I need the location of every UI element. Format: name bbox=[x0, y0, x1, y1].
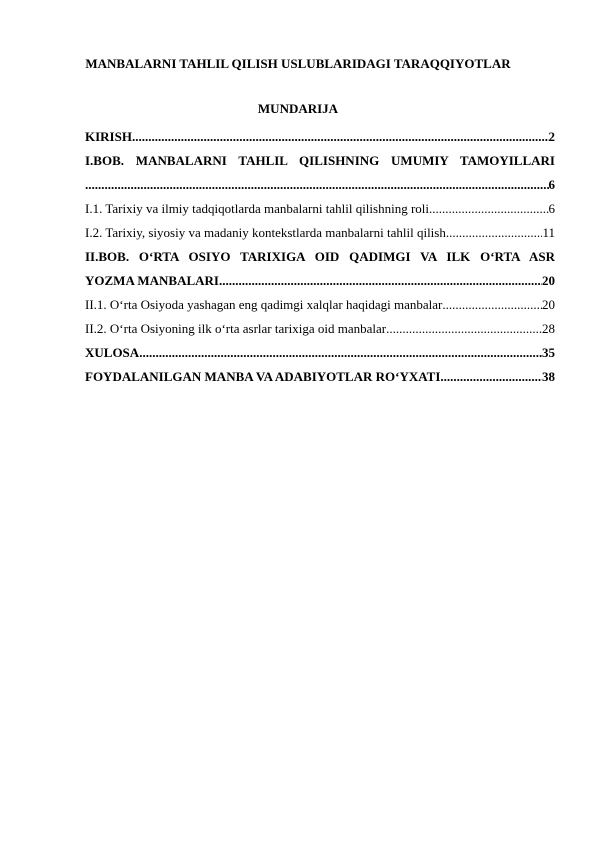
toc-entry-page: 38 bbox=[542, 369, 555, 384]
toc-entry-references[interactable] bbox=[85, 368, 555, 392]
toc-leader-dots bbox=[219, 272, 542, 290]
toc-entry-section-1-2[interactable] bbox=[85, 224, 555, 248]
toc-entry-page: 6 bbox=[548, 201, 555, 216]
toc-entry-section-1-1[interactable] bbox=[85, 200, 555, 224]
toc-entry-chapter-1[interactable] bbox=[85, 152, 555, 200]
toc-entry-section-2-1[interactable] bbox=[85, 296, 555, 320]
toc-entry-page: 20 bbox=[542, 273, 555, 288]
toc-entry-title: YOZMA MANBALARI bbox=[85, 273, 219, 288]
toc-leader-dots bbox=[139, 344, 542, 362]
table-of-contents bbox=[85, 128, 555, 392]
toc-leader-dots bbox=[386, 320, 542, 338]
toc-entry-title: KIRISH bbox=[85, 129, 132, 144]
toc-entry-section-2-2[interactable] bbox=[85, 320, 555, 344]
toc-entry-page: 6 bbox=[548, 177, 555, 192]
toc-entry-page: 20 bbox=[542, 297, 555, 312]
toc-heading: MUNDARIJA bbox=[257, 101, 339, 116]
toc-entry-title: II.1. O‘rta Osiyoda yashagan eng qadimgi xalqlar haqidagi manbalar bbox=[85, 297, 443, 312]
document-title: MANBALARNI TAHLIL QILISH USLUBLARIDAGI TARAQQIYOTLAR bbox=[85, 56, 511, 71]
toc-leader-dots bbox=[440, 368, 542, 386]
toc-entry-page: 2 bbox=[548, 129, 555, 144]
toc-entry-page: 35 bbox=[542, 345, 555, 360]
toc-leader-dots bbox=[442, 296, 542, 314]
toc-entry-kirish[interactable] bbox=[85, 128, 555, 152]
toc-entry-title: I.2. Tarixiy, siyosiy va madaniy kontekstlarda manbalarni tahlil qilish bbox=[85, 225, 446, 240]
toc-leader-dots bbox=[132, 128, 549, 146]
toc-leader-dots bbox=[85, 176, 549, 194]
toc-entry-title: XULOSA bbox=[85, 345, 140, 360]
toc-entry-title-line1: I.BOB. MANBALARNI TAHLIL QILISHNING UMUMIY TAMOYILLARI bbox=[85, 153, 555, 168]
toc-entry-page: 11 bbox=[542, 225, 555, 240]
toc-entry-page: 28 bbox=[542, 321, 555, 336]
toc-entry-title: II.2. O‘rta Osiyoning ilk o‘rta asrlar tarixiga oid manbalar bbox=[85, 321, 387, 336]
toc-entry-title: I.1. Tarixiy va ilmiy tadqiqotlarda manbalarni tahlil qilishning roli bbox=[85, 201, 430, 216]
toc-leader-dots bbox=[429, 200, 548, 218]
toc-entry-xulosa[interactable] bbox=[85, 344, 555, 368]
toc-entry-title: FOYDALANILGAN MANBA VA ADABIYOTLAR RO‘YXATI bbox=[85, 369, 441, 384]
toc-entry-chapter-2[interactable] bbox=[85, 248, 555, 296]
toc-entry-title-line1: II.BOB. O‘RTA OSIYO TARIXIGA OID QADIMGI VA ILK O‘RTA ASR bbox=[85, 249, 555, 264]
toc-leader-dots bbox=[446, 224, 543, 242]
